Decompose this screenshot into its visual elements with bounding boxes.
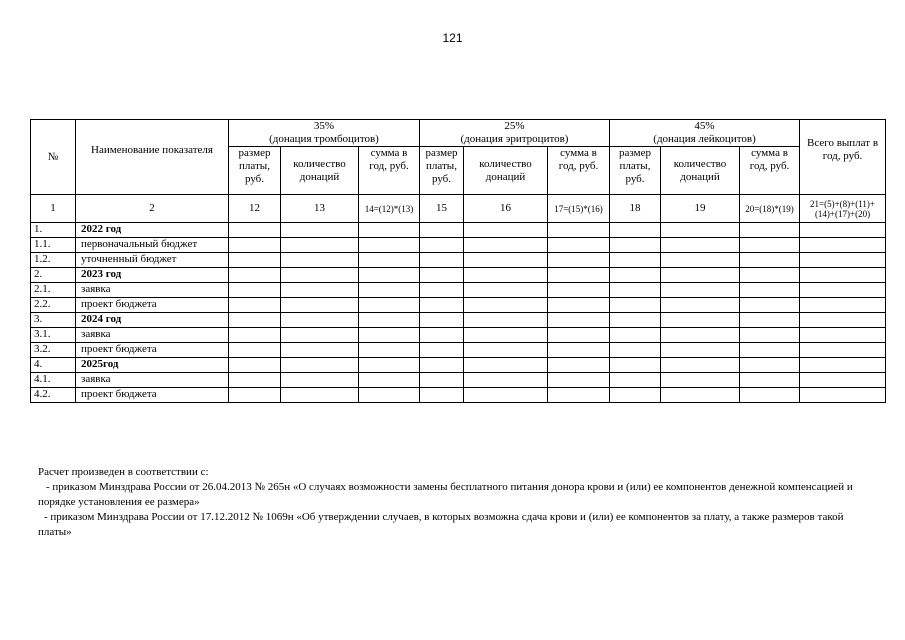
table-cell — [359, 253, 420, 268]
table-cell — [661, 358, 740, 373]
sub-count: количество донаций — [464, 147, 548, 195]
table-cell — [281, 388, 359, 403]
table-cell — [548, 298, 610, 313]
table-cell — [800, 253, 886, 268]
table-cell — [740, 388, 800, 403]
table-cell — [359, 268, 420, 283]
col-number: 20=(18)*(19) — [740, 195, 800, 223]
table-cell — [740, 298, 800, 313]
table-cell — [464, 223, 548, 238]
row-number: 4.2. — [31, 388, 76, 403]
row-label: проект бюджета — [76, 298, 229, 313]
table-cell — [610, 358, 661, 373]
table-cell — [359, 328, 420, 343]
table-cell — [420, 268, 464, 283]
table-cell — [740, 268, 800, 283]
table-cell — [281, 223, 359, 238]
table-cell — [420, 373, 464, 388]
table-cell — [610, 328, 661, 343]
row-number: 3.1. — [31, 328, 76, 343]
table-cell — [420, 223, 464, 238]
table-cell — [661, 373, 740, 388]
table-row — [31, 238, 886, 253]
footnotes — [38, 465, 878, 540]
table-cell — [548, 268, 610, 283]
table-cell — [661, 253, 740, 268]
col-number: 15 — [420, 195, 464, 223]
table-row — [31, 328, 886, 343]
table-cell — [420, 313, 464, 328]
sub-count: количество донаций — [661, 147, 740, 195]
table-row — [31, 358, 886, 373]
group-title: (донация эритроцитов) — [460, 133, 569, 145]
table-cell — [359, 238, 420, 253]
col-number: 16 — [464, 195, 548, 223]
row-number: 3. — [31, 313, 76, 328]
table-cell — [359, 223, 420, 238]
data-rows — [31, 223, 886, 403]
sub-sum: сумма в год, руб. — [359, 147, 420, 195]
table-cell — [281, 253, 359, 268]
table-cell — [661, 298, 740, 313]
table-row — [31, 298, 886, 313]
table-cell — [464, 283, 548, 298]
table-cell — [661, 283, 740, 298]
col-number: 21=(5)+(8)+(11)+(14)+(17)+(20) — [800, 195, 886, 223]
group-percent: 25% — [504, 120, 525, 132]
footnote-order-265n: - приказом Минздрава России от 26.04.2013 № 265н «О случаях возможности замены бесплатного питания донора крови и (или) ее компонентов денежной компенсацией и порядке установления ее размера» — [38, 481, 853, 508]
col-number: 14=(12)*(13) — [359, 195, 420, 223]
table-cell — [281, 313, 359, 328]
table-cell — [229, 328, 281, 343]
table-cell — [610, 313, 661, 328]
table-cell — [281, 283, 359, 298]
table-cell — [661, 223, 740, 238]
header-num: № — [31, 120, 76, 195]
table-cell — [464, 373, 548, 388]
table-cell — [548, 253, 610, 268]
table-cell — [229, 313, 281, 328]
sub-sum: сумма в год, руб. — [740, 147, 800, 195]
row-number: 1.2. — [31, 253, 76, 268]
group-percent: 35% — [313, 120, 335, 132]
table-cell — [800, 328, 886, 343]
table-cell — [464, 268, 548, 283]
table-cell — [661, 238, 740, 253]
header-name: Наименование показателя — [76, 120, 229, 195]
table-cell — [610, 268, 661, 283]
table-cell — [610, 253, 661, 268]
table-cell — [229, 343, 281, 358]
table-cell — [420, 388, 464, 403]
table-cell — [548, 328, 610, 343]
group-title: (донация тромбоцитов) — [269, 133, 379, 145]
table-cell — [464, 358, 548, 373]
table-row — [31, 388, 886, 403]
table-row — [31, 343, 886, 358]
table-cell — [548, 373, 610, 388]
col-number: 13 — [281, 195, 359, 223]
table-cell — [281, 328, 359, 343]
table-cell — [740, 373, 800, 388]
table-cell — [281, 238, 359, 253]
table-cell — [800, 388, 886, 403]
table-row — [31, 373, 886, 388]
table-cell — [548, 313, 610, 328]
table-cell — [281, 343, 359, 358]
row-number: 2. — [31, 268, 76, 283]
row-label: уточненный бюджет — [76, 253, 229, 268]
table-cell — [420, 343, 464, 358]
col-number: 17=(15)*(16) — [548, 195, 610, 223]
row-number: 4.1. — [31, 373, 76, 388]
row-number: 2.1. — [31, 283, 76, 298]
table-cell — [464, 253, 548, 268]
group-header-leukocytes — [610, 120, 800, 147]
table-row — [31, 223, 886, 238]
header-row-groups — [31, 120, 886, 147]
row-number: 2.2. — [31, 298, 76, 313]
table-cell — [281, 298, 359, 313]
group-percent: 45% — [694, 120, 715, 132]
table-cell — [800, 238, 886, 253]
table-cell — [610, 238, 661, 253]
col-number: 2 — [76, 195, 229, 223]
table-cell — [740, 253, 800, 268]
table-cell — [420, 238, 464, 253]
table-cell — [610, 298, 661, 313]
table-cell — [740, 313, 800, 328]
table-cell — [800, 298, 886, 313]
table-cell — [661, 328, 740, 343]
table-cell — [229, 283, 281, 298]
table-cell — [359, 313, 420, 328]
table-cell — [610, 388, 661, 403]
payments-table — [30, 119, 886, 403]
table-cell — [229, 373, 281, 388]
col-number: 19 — [661, 195, 740, 223]
table-cell — [740, 328, 800, 343]
table-cell — [229, 388, 281, 403]
table-cell — [420, 283, 464, 298]
table-cell — [661, 313, 740, 328]
footnote-intro: Расчет произведен в соответствии с: — [38, 466, 209, 478]
table-cell — [229, 358, 281, 373]
table-cell — [229, 298, 281, 313]
table-row — [31, 268, 886, 283]
row-label: заявка — [76, 283, 229, 298]
table-cell — [359, 358, 420, 373]
table-cell — [229, 268, 281, 283]
table-cell — [281, 268, 359, 283]
table-cell — [800, 268, 886, 283]
table-cell — [464, 298, 548, 313]
sub-rate: размер платы, руб. — [610, 147, 661, 195]
row-number: 3.2. — [31, 343, 76, 358]
page-number: 121 — [442, 31, 463, 45]
table-cell — [800, 313, 886, 328]
col-number: 1 — [31, 195, 76, 223]
table-cell — [229, 223, 281, 238]
row-label: первоначальный бюджет — [76, 238, 229, 253]
sub-rate: размер платы, руб. — [420, 147, 464, 195]
table-cell — [548, 358, 610, 373]
table-cell — [740, 343, 800, 358]
group-title: (донация лейкоцитов) — [653, 133, 756, 145]
table-cell — [548, 223, 610, 238]
table-cell — [610, 283, 661, 298]
table-cell — [464, 328, 548, 343]
table-cell — [610, 343, 661, 358]
table-cell — [464, 313, 548, 328]
row-number: 1.1. — [31, 238, 76, 253]
table-cell — [464, 388, 548, 403]
footnote-order-1069n: - приказом Минздрава России от 17.12.2012 № 1069н «Об утверждении случаев, в которых возможна сдача крови и (или) ее компонентов за плату, а также размеров такой платы» — [38, 511, 844, 538]
sub-count: количество донаций — [281, 147, 359, 195]
row-label: 2023 год — [76, 268, 229, 283]
row-number: 4. — [31, 358, 76, 373]
table-cell — [420, 358, 464, 373]
group-header-erythrocytes — [420, 120, 610, 147]
table-cell — [464, 238, 548, 253]
table-cell — [548, 238, 610, 253]
table-row — [31, 253, 886, 268]
table-row — [31, 283, 886, 298]
table-cell — [420, 253, 464, 268]
table-cell — [661, 388, 740, 403]
row-label: проект бюджета — [76, 343, 229, 358]
row-number: 1. — [31, 223, 76, 238]
table-cell — [740, 358, 800, 373]
table-cell — [359, 388, 420, 403]
table-cell — [740, 283, 800, 298]
row-label: заявка — [76, 328, 229, 343]
table-cell — [548, 343, 610, 358]
table-cell — [800, 358, 886, 373]
table-cell — [281, 358, 359, 373]
table-cell — [359, 298, 420, 313]
row-label: заявка — [76, 373, 229, 388]
sub-sum: сумма в год, руб. — [548, 147, 610, 195]
table-cell — [359, 343, 420, 358]
row-label: 2025год — [76, 358, 229, 373]
table-cell — [420, 328, 464, 343]
table-cell — [610, 373, 661, 388]
table-cell — [420, 298, 464, 313]
table-cell — [740, 238, 800, 253]
table-cell — [800, 373, 886, 388]
numbering-row — [31, 195, 886, 223]
table-cell — [548, 388, 610, 403]
table-cell — [740, 223, 800, 238]
table-cell — [661, 268, 740, 283]
table-cell — [359, 283, 420, 298]
table-cell — [229, 238, 281, 253]
table-cell — [464, 343, 548, 358]
table-row — [31, 313, 886, 328]
table-cell — [610, 223, 661, 238]
table-cell — [661, 343, 740, 358]
sub-rate: размер платы, руб. — [229, 147, 281, 195]
row-label: проект бюджета — [76, 388, 229, 403]
header-total: Всего выплат в год, руб. — [800, 120, 886, 195]
row-label: 2022 год — [76, 223, 229, 238]
group-header-platelets — [229, 120, 420, 147]
table-cell — [800, 223, 886, 238]
row-label: 2024 год — [76, 313, 229, 328]
col-number: 18 — [610, 195, 661, 223]
table-cell — [548, 283, 610, 298]
table-cell — [800, 343, 886, 358]
col-number: 12 — [229, 195, 281, 223]
table-cell — [359, 373, 420, 388]
table-cell — [800, 283, 886, 298]
table-cell — [229, 253, 281, 268]
table-cell — [281, 373, 359, 388]
